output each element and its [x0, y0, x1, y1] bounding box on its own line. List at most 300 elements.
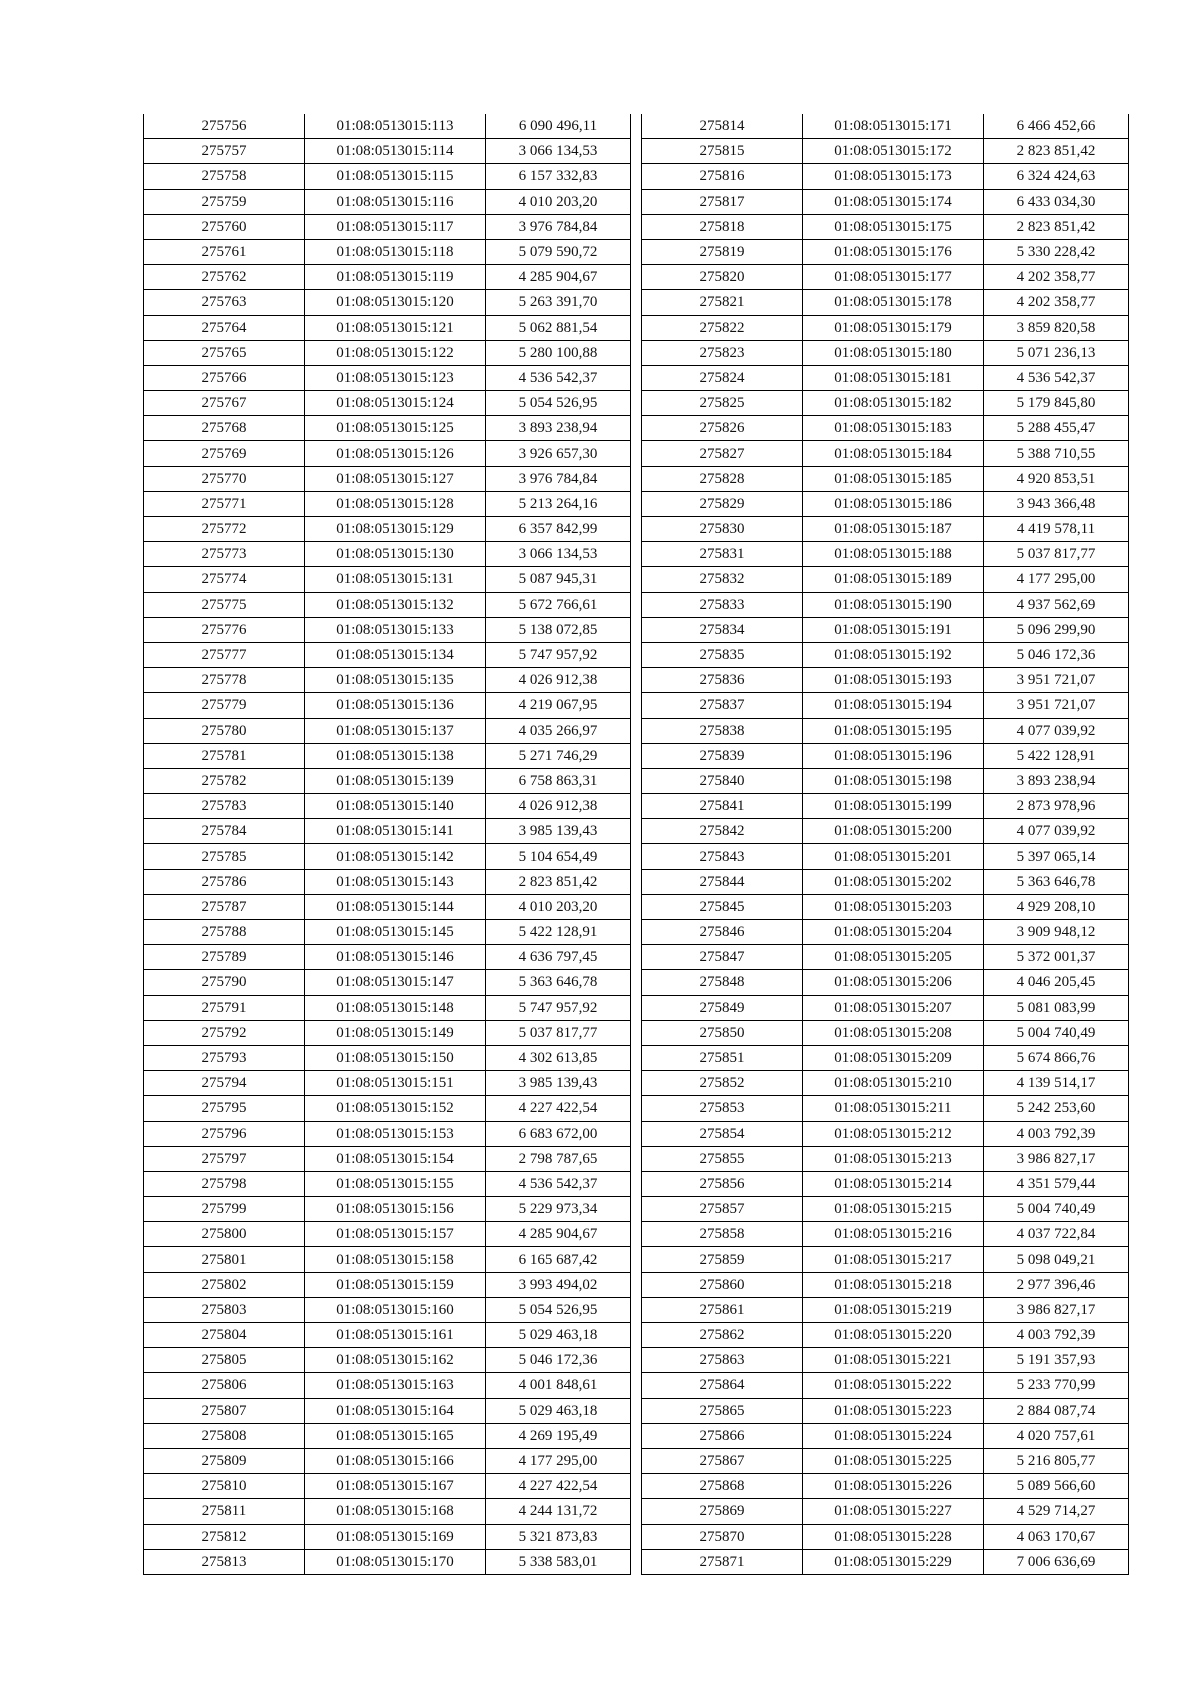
table-row	[144, 668, 631, 693]
cadastral-value-cell: 5 213 264,16	[486, 491, 631, 516]
row-number-cell: 275795	[144, 1096, 305, 1121]
table-row	[144, 995, 631, 1020]
cadastral-value-cell: 5 179 845,80	[984, 391, 1129, 416]
cadastral-number-cell: 01:08:0513015:134	[305, 642, 486, 667]
table-row	[642, 1423, 1129, 1448]
cadastral-number-cell: 01:08:0513015:137	[305, 718, 486, 743]
cadastral-value-cell: 2 823 851,42	[984, 139, 1129, 164]
row-number-cell: 275797	[144, 1146, 305, 1171]
table-row	[144, 214, 631, 239]
cadastral-value-cell: 3 993 494,02	[486, 1272, 631, 1297]
table-row	[144, 1423, 631, 1448]
table-row	[144, 1247, 631, 1272]
cadastral-number-cell: 01:08:0513015:151	[305, 1071, 486, 1096]
row-number-cell: 275784	[144, 819, 305, 844]
row-number-cell: 275760	[144, 214, 305, 239]
row-number-cell: 275840	[642, 768, 803, 793]
cadastral-number-cell: 01:08:0513015:119	[305, 265, 486, 290]
cadastral-number-cell: 01:08:0513015:219	[803, 1297, 984, 1322]
row-number-cell: 275837	[642, 693, 803, 718]
table-row	[642, 819, 1129, 844]
cadastral-number-cell: 01:08:0513015:132	[305, 592, 486, 617]
row-number-cell: 275777	[144, 642, 305, 667]
cadastral-value-cell: 4 026 912,38	[486, 668, 631, 693]
cadastral-value-cell: 2 873 978,96	[984, 794, 1129, 819]
cadastral-value-cell: 6 090 496,11	[486, 114, 631, 139]
table-row	[642, 668, 1129, 693]
table-row	[144, 164, 631, 189]
cadastral-value-cell: 5 054 526,95	[486, 391, 631, 416]
cadastral-number-cell: 01:08:0513015:118	[305, 239, 486, 264]
table-row	[144, 1398, 631, 1423]
cadastral-number-cell: 01:08:0513015:217	[803, 1247, 984, 1272]
table-row	[144, 1499, 631, 1524]
table-row	[144, 139, 631, 164]
row-number-cell: 275756	[144, 114, 305, 139]
table-row	[144, 920, 631, 945]
row-number-cell: 275808	[144, 1423, 305, 1448]
cadastral-number-cell: 01:08:0513015:181	[803, 365, 984, 390]
table-row	[144, 617, 631, 642]
cadastral-number-cell: 01:08:0513015:216	[803, 1222, 984, 1247]
cadastral-number-cell: 01:08:0513015:141	[305, 819, 486, 844]
table-row	[642, 920, 1129, 945]
cadastral-value-cell: 5 338 583,01	[486, 1549, 631, 1574]
cadastral-value-cell: 4 177 295,00	[486, 1448, 631, 1473]
table-row	[642, 869, 1129, 894]
row-number-cell: 275788	[144, 920, 305, 945]
cadastral-value-cell: 4 536 542,37	[486, 365, 631, 390]
cadastral-number-cell: 01:08:0513015:204	[803, 920, 984, 945]
cadastral-value-cell: 4 010 203,20	[486, 189, 631, 214]
table-row	[642, 1272, 1129, 1297]
row-number-cell: 275814	[642, 114, 803, 139]
table-row	[144, 844, 631, 869]
table-row	[642, 1222, 1129, 1247]
cadastral-value-cell: 6 683 672,00	[486, 1121, 631, 1146]
cadastral-number-cell: 01:08:0513015:203	[803, 894, 984, 919]
cadastral-value-cell: 3 859 820,58	[984, 315, 1129, 340]
cadastral-value-cell: 5 029 463,18	[486, 1323, 631, 1348]
cadastral-number-cell: 01:08:0513015:149	[305, 1020, 486, 1045]
table-row	[642, 693, 1129, 718]
cadastral-value-cell: 3 951 721,07	[984, 668, 1129, 693]
row-number-cell: 275757	[144, 139, 305, 164]
cadastral-value-cell: 4 010 203,20	[486, 894, 631, 919]
cadastral-number-cell: 01:08:0513015:140	[305, 794, 486, 819]
cadastral-number-cell: 01:08:0513015:207	[803, 995, 984, 1020]
cadastral-value-cell: 4 139 514,17	[984, 1071, 1129, 1096]
table-row	[144, 1146, 631, 1171]
table-row	[642, 1020, 1129, 1045]
row-number-cell: 275823	[642, 340, 803, 365]
cadastral-value-cell: 2 798 787,65	[486, 1146, 631, 1171]
row-number-cell: 275871	[642, 1549, 803, 1574]
table-row	[144, 114, 631, 139]
row-number-cell: 275850	[642, 1020, 803, 1045]
row-number-cell: 275786	[144, 869, 305, 894]
table-row	[144, 1323, 631, 1348]
table-row	[144, 718, 631, 743]
table-row	[642, 718, 1129, 743]
table-row	[144, 441, 631, 466]
cadastral-number-cell: 01:08:0513015:169	[305, 1524, 486, 1549]
row-number-cell: 275812	[144, 1524, 305, 1549]
cadastral-value-cell: 5 087 945,31	[486, 567, 631, 592]
cadastral-number-cell: 01:08:0513015:160	[305, 1297, 486, 1322]
cadastral-number-cell: 01:08:0513015:159	[305, 1272, 486, 1297]
row-number-cell: 275847	[642, 945, 803, 970]
cadastral-value-cell: 5 191 357,93	[984, 1348, 1129, 1373]
table-row	[144, 491, 631, 516]
table-row	[642, 340, 1129, 365]
row-number-cell: 275854	[642, 1121, 803, 1146]
cadastral-value-cell: 4 202 358,77	[984, 290, 1129, 315]
table-row	[144, 1524, 631, 1549]
cadastral-number-cell: 01:08:0513015:218	[803, 1272, 984, 1297]
table-row	[144, 869, 631, 894]
cadastral-value-table-right	[641, 114, 1129, 1575]
cadastral-number-cell: 01:08:0513015:176	[803, 239, 984, 264]
row-number-cell: 275842	[642, 819, 803, 844]
table-row	[144, 592, 631, 617]
table-row	[642, 491, 1129, 516]
table-row	[144, 945, 631, 970]
cadastral-value-cell: 5 104 654,49	[486, 844, 631, 869]
row-number-cell: 275824	[642, 365, 803, 390]
cadastral-value-cell: 5 271 746,29	[486, 743, 631, 768]
row-number-cell: 275865	[642, 1398, 803, 1423]
table-row	[642, 315, 1129, 340]
cadastral-value-cell: 5 138 072,85	[486, 617, 631, 642]
table-row	[642, 894, 1129, 919]
row-number-cell: 275833	[642, 592, 803, 617]
row-number-cell: 275849	[642, 995, 803, 1020]
cadastral-value-cell: 4 302 613,85	[486, 1045, 631, 1070]
cadastral-value-cell: 2 823 851,42	[486, 869, 631, 894]
cadastral-value-cell: 5 397 065,14	[984, 844, 1129, 869]
row-number-cell: 275770	[144, 466, 305, 491]
row-number-cell: 275800	[144, 1222, 305, 1247]
table-row	[144, 1121, 631, 1146]
row-number-cell: 275764	[144, 315, 305, 340]
cadastral-value-cell: 5 747 957,92	[486, 642, 631, 667]
row-number-cell: 275826	[642, 416, 803, 441]
table-row	[642, 1071, 1129, 1096]
table-row	[642, 114, 1129, 139]
table-row	[144, 1373, 631, 1398]
table-row	[144, 517, 631, 542]
table-row	[144, 391, 631, 416]
row-number-cell: 275779	[144, 693, 305, 718]
cadastral-value-cell: 5 216 805,77	[984, 1448, 1129, 1473]
cadastral-number-cell: 01:08:0513015:215	[803, 1197, 984, 1222]
cadastral-number-cell: 01:08:0513015:227	[803, 1499, 984, 1524]
row-number-cell: 275860	[642, 1272, 803, 1297]
cadastral-value-cell: 4 244 131,72	[486, 1499, 631, 1524]
row-number-cell: 275769	[144, 441, 305, 466]
cadastral-value-cell: 5 029 463,18	[486, 1398, 631, 1423]
cadastral-value-cell: 4 636 797,45	[486, 945, 631, 970]
row-number-cell: 275834	[642, 617, 803, 642]
table-row	[642, 214, 1129, 239]
cadastral-number-cell: 01:08:0513015:177	[803, 265, 984, 290]
table-row	[642, 1197, 1129, 1222]
table-row	[144, 1297, 631, 1322]
row-number-cell: 275867	[642, 1448, 803, 1473]
cadastral-number-cell: 01:08:0513015:211	[803, 1096, 984, 1121]
table-row	[144, 567, 631, 592]
row-number-cell: 275759	[144, 189, 305, 214]
table-row	[642, 1121, 1129, 1146]
cadastral-value-cell: 3 066 134,53	[486, 139, 631, 164]
cadastral-value-cell: 6 758 863,31	[486, 768, 631, 793]
cadastral-number-cell: 01:08:0513015:152	[305, 1096, 486, 1121]
row-number-cell: 275838	[642, 718, 803, 743]
table-row	[144, 743, 631, 768]
cadastral-number-cell: 01:08:0513015:194	[803, 693, 984, 718]
table-row	[144, 542, 631, 567]
cadastral-value-cell: 4 929 208,10	[984, 894, 1129, 919]
cadastral-number-cell: 01:08:0513015:157	[305, 1222, 486, 1247]
cadastral-number-cell: 01:08:0513015:150	[305, 1045, 486, 1070]
row-number-cell: 275787	[144, 894, 305, 919]
table-row	[642, 290, 1129, 315]
cadastral-number-cell: 01:08:0513015:127	[305, 466, 486, 491]
row-number-cell: 275818	[642, 214, 803, 239]
table-row	[144, 1171, 631, 1196]
table-row	[642, 164, 1129, 189]
cadastral-number-cell: 01:08:0513015:163	[305, 1373, 486, 1398]
cadastral-number-cell: 01:08:0513015:187	[803, 517, 984, 542]
cadastral-number-cell: 01:08:0513015:210	[803, 1071, 984, 1096]
cadastral-value-cell: 4 351 579,44	[984, 1171, 1129, 1196]
cadastral-value-cell: 6 324 424,63	[984, 164, 1129, 189]
cadastral-value-cell: 6 466 452,66	[984, 114, 1129, 139]
row-number-cell: 275828	[642, 466, 803, 491]
cadastral-number-cell: 01:08:0513015:191	[803, 617, 984, 642]
cadastral-value-cell: 4 063 170,67	[984, 1524, 1129, 1549]
table-row	[144, 1348, 631, 1373]
cadastral-number-cell: 01:08:0513015:147	[305, 970, 486, 995]
table-row	[642, 416, 1129, 441]
row-number-cell: 275813	[144, 1549, 305, 1574]
cadastral-value-cell: 5 288 455,47	[984, 416, 1129, 441]
cadastral-number-cell: 01:08:0513015:146	[305, 945, 486, 970]
cadastral-value-cell: 5 388 710,55	[984, 441, 1129, 466]
cadastral-number-cell: 01:08:0513015:116	[305, 189, 486, 214]
cadastral-number-cell: 01:08:0513015:188	[803, 542, 984, 567]
cadastral-value-cell: 5 242 253,60	[984, 1096, 1129, 1121]
table-row	[642, 970, 1129, 995]
cadastral-value-cell: 3 951 721,07	[984, 693, 1129, 718]
cadastral-number-cell: 01:08:0513015:171	[803, 114, 984, 139]
row-number-cell: 275807	[144, 1398, 305, 1423]
cadastral-number-cell: 01:08:0513015:199	[803, 794, 984, 819]
table-row	[144, 970, 631, 995]
table-row	[144, 1071, 631, 1096]
table-row	[144, 416, 631, 441]
table-row	[642, 1474, 1129, 1499]
cadastral-value-cell: 5 363 646,78	[984, 869, 1129, 894]
row-number-cell: 275765	[144, 340, 305, 365]
row-number-cell: 275851	[642, 1045, 803, 1070]
cadastral-value-cell: 5 079 590,72	[486, 239, 631, 264]
table-row	[642, 945, 1129, 970]
row-number-cell: 275827	[642, 441, 803, 466]
table-row	[642, 1348, 1129, 1373]
cadastral-number-cell: 01:08:0513015:214	[803, 1171, 984, 1196]
row-number-cell: 275794	[144, 1071, 305, 1096]
cadastral-value-cell: 4 219 067,95	[486, 693, 631, 718]
table-row	[642, 743, 1129, 768]
cadastral-value-cell: 4 227 422,54	[486, 1474, 631, 1499]
cadastral-number-cell: 01:08:0513015:220	[803, 1323, 984, 1348]
cadastral-value-cell: 5 054 526,95	[486, 1297, 631, 1322]
table-row	[144, 693, 631, 718]
row-number-cell: 275825	[642, 391, 803, 416]
row-number-cell: 275836	[642, 668, 803, 693]
cadastral-number-cell: 01:08:0513015:168	[305, 1499, 486, 1524]
table-row	[642, 1524, 1129, 1549]
table-row	[144, 1096, 631, 1121]
table-row	[144, 189, 631, 214]
table-row	[642, 1373, 1129, 1398]
cadastral-value-cell: 4 536 542,37	[486, 1171, 631, 1196]
table-row	[642, 365, 1129, 390]
cadastral-value-cell: 4 046 205,45	[984, 970, 1129, 995]
row-number-cell: 275781	[144, 743, 305, 768]
cadastral-number-cell: 01:08:0513015:186	[803, 491, 984, 516]
cadastral-number-cell: 01:08:0513015:125	[305, 416, 486, 441]
table-row	[144, 1448, 631, 1473]
table-row	[144, 1549, 631, 1574]
cadastral-value-cell: 3 986 827,17	[984, 1297, 1129, 1322]
cadastral-value-cell: 4 003 792,39	[984, 1323, 1129, 1348]
table-row	[642, 466, 1129, 491]
cadastral-value-cell: 4 269 195,49	[486, 1423, 631, 1448]
table-row	[642, 1096, 1129, 1121]
cadastral-number-cell: 01:08:0513015:142	[305, 844, 486, 869]
cadastral-number-cell: 01:08:0513015:133	[305, 617, 486, 642]
cadastral-value-cell: 3 926 657,30	[486, 441, 631, 466]
row-number-cell: 275829	[642, 491, 803, 516]
cadastral-number-cell: 01:08:0513015:153	[305, 1121, 486, 1146]
table-row	[642, 441, 1129, 466]
row-number-cell: 275830	[642, 517, 803, 542]
cadastral-value-cell: 5 037 817,77	[486, 1020, 631, 1045]
cadastral-value-cell: 7 006 636,69	[984, 1549, 1129, 1574]
table-row	[144, 1020, 631, 1045]
row-number-cell: 275763	[144, 290, 305, 315]
cadastral-number-cell: 01:08:0513015:200	[803, 819, 984, 844]
cadastral-value-cell: 3 976 784,84	[486, 214, 631, 239]
cadastral-value-cell: 4 285 904,67	[486, 1222, 631, 1247]
row-number-cell: 275758	[144, 164, 305, 189]
row-number-cell: 275790	[144, 970, 305, 995]
cadastral-number-cell: 01:08:0513015:228	[803, 1524, 984, 1549]
cadastral-value-cell: 5 004 740,49	[984, 1020, 1129, 1045]
table-row	[642, 391, 1129, 416]
cadastral-value-cell: 3 985 139,43	[486, 1071, 631, 1096]
cadastral-value-cell: 4 077 039,92	[984, 718, 1129, 743]
cadastral-number-cell: 01:08:0513015:115	[305, 164, 486, 189]
cadastral-value-cell: 5 071 236,13	[984, 340, 1129, 365]
cadastral-value-cell: 4 037 722,84	[984, 1222, 1129, 1247]
cadastral-value-cell: 6 433 034,30	[984, 189, 1129, 214]
table-row	[144, 819, 631, 844]
table-row	[144, 1197, 631, 1222]
row-number-cell: 275819	[642, 239, 803, 264]
cadastral-value-cell: 4 077 039,92	[984, 819, 1129, 844]
table-row	[642, 768, 1129, 793]
cadastral-value-cell: 5 363 646,78	[486, 970, 631, 995]
cadastral-number-cell: 01:08:0513015:129	[305, 517, 486, 542]
cadastral-number-cell: 01:08:0513015:185	[803, 466, 984, 491]
row-number-cell: 275773	[144, 542, 305, 567]
row-number-cell: 275870	[642, 1524, 803, 1549]
cadastral-value-cell: 3 893 238,94	[984, 768, 1129, 793]
cadastral-number-cell: 01:08:0513015:122	[305, 340, 486, 365]
table-row	[144, 365, 631, 390]
cadastral-number-cell: 01:08:0513015:184	[803, 441, 984, 466]
table-row	[642, 642, 1129, 667]
cadastral-number-cell: 01:08:0513015:161	[305, 1323, 486, 1348]
cadastral-value-cell: 4 227 422,54	[486, 1096, 631, 1121]
cadastral-number-cell: 01:08:0513015:130	[305, 542, 486, 567]
cadastral-value-cell: 5 672 766,61	[486, 592, 631, 617]
row-number-cell: 275766	[144, 365, 305, 390]
row-number-cell: 275866	[642, 1423, 803, 1448]
row-number-cell: 275862	[642, 1323, 803, 1348]
table-row	[642, 1323, 1129, 1348]
cadastral-value-cell: 4 003 792,39	[984, 1121, 1129, 1146]
row-number-cell: 275858	[642, 1222, 803, 1247]
cadastral-number-cell: 01:08:0513015:113	[305, 114, 486, 139]
row-number-cell: 275815	[642, 139, 803, 164]
cadastral-value-cell: 3 985 139,43	[486, 819, 631, 844]
cadastral-number-cell: 01:08:0513015:226	[803, 1474, 984, 1499]
row-number-cell: 275864	[642, 1373, 803, 1398]
cadastral-number-cell: 01:08:0513015:123	[305, 365, 486, 390]
row-number-cell: 275775	[144, 592, 305, 617]
cadastral-value-cell: 5 046 172,36	[984, 642, 1129, 667]
cadastral-number-cell: 01:08:0513015:196	[803, 743, 984, 768]
table-row	[642, 1247, 1129, 1272]
row-number-cell: 275782	[144, 768, 305, 793]
cadastral-number-cell: 01:08:0513015:208	[803, 1020, 984, 1045]
table-row	[642, 617, 1129, 642]
row-number-cell: 275791	[144, 995, 305, 1020]
cadastral-value-cell: 4 026 912,38	[486, 794, 631, 819]
row-number-cell: 275778	[144, 668, 305, 693]
row-number-cell: 275832	[642, 567, 803, 592]
cadastral-number-cell: 01:08:0513015:190	[803, 592, 984, 617]
row-number-cell: 275798	[144, 1171, 305, 1196]
cadastral-number-cell: 01:08:0513015:136	[305, 693, 486, 718]
cadastral-number-cell: 01:08:0513015:158	[305, 1247, 486, 1272]
row-number-cell: 275817	[642, 189, 803, 214]
cadastral-value-cell: 4 035 266,97	[486, 718, 631, 743]
table-row	[144, 1045, 631, 1070]
row-number-cell: 275835	[642, 642, 803, 667]
cadastral-value-cell: 3 976 784,84	[486, 466, 631, 491]
table-row	[144, 642, 631, 667]
row-number-cell: 275841	[642, 794, 803, 819]
cadastral-value-cell: 5 674 866,76	[984, 1045, 1129, 1070]
row-number-cell: 275821	[642, 290, 803, 315]
cadastral-value-cell: 5 747 957,92	[486, 995, 631, 1020]
